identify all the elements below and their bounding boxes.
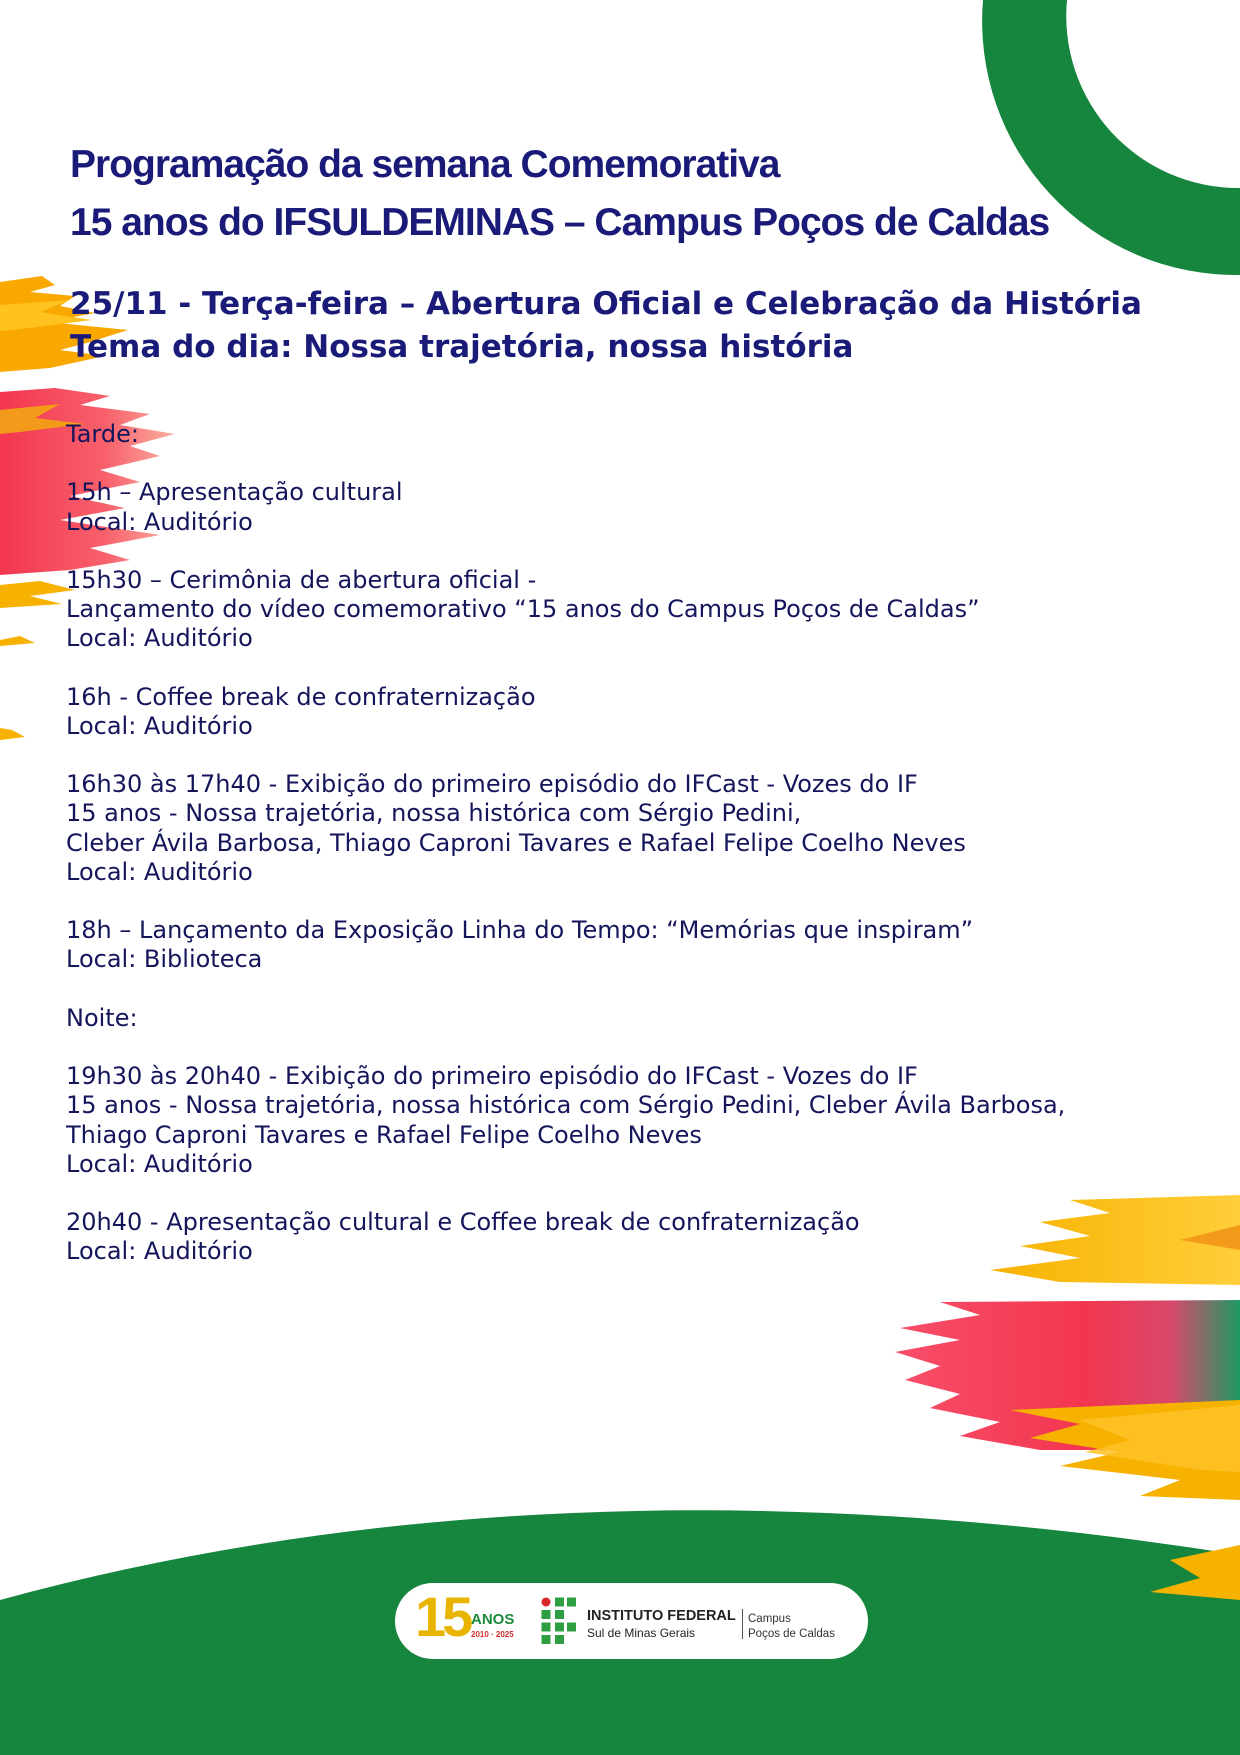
anniversary-logo (415, 1585, 530, 1651)
day-heading (70, 283, 1142, 369)
schedule-line: Thiago Caproni Tavares e Rafael Felipe Coelho Neves (66, 1120, 702, 1149)
block-spacer (66, 741, 1065, 770)
schedule-line: Noite: (66, 1003, 138, 1032)
campus-label: Campus (748, 1613, 791, 1625)
schedule-block (66, 683, 1065, 741)
schedule-line: Local: Auditório (66, 624, 253, 653)
title-line-2: 15 anos do IFSULDEMINAS – Campus Poços de Caldas (70, 201, 1050, 244)
schedule-block (66, 770, 1065, 887)
schedule-block (66, 420, 1065, 449)
schedule-line: Local: Biblioteca (66, 945, 263, 974)
schedule-line: 15 anos - Nossa trajetória, nossa histórica com Sérgio Pedini, (66, 799, 802, 828)
schedule-line: Lançamento do vídeo comemorativo “15 anos do Campus Poços de Caldas” (66, 595, 980, 624)
schedule-line: 16h - Coffee break de confraternização (66, 682, 536, 711)
schedule-line: 19h30 às 20h40 - Exibição do primeiro episódio do IFCast - Vozes do IF (66, 1062, 918, 1091)
block-spacer (66, 449, 1065, 478)
institution-name: INSTITUTO FEDERAL (587, 1608, 736, 1624)
schedule-line: 18h – Lançamento da Exposição Linha do Tempo: “Memórias que inspiram” (66, 916, 974, 945)
logo-divider (742, 1609, 743, 1639)
page-title (70, 136, 1049, 252)
block-spacer (66, 887, 1065, 916)
block-spacer (66, 1179, 1065, 1208)
block-spacer (66, 537, 1065, 566)
campus-name: Poços de Caldas (748, 1628, 835, 1640)
block-spacer (66, 975, 1065, 1004)
schedule-line: 20h40 - Apresentação cultural e Coffee break de confraternização (66, 1208, 860, 1237)
block-spacer (66, 654, 1065, 683)
anniversary-years: 2010 · 2025 (471, 1630, 514, 1639)
day-title: 25/11 - Terça-feira – Abertura Oficial e Celebração da História (70, 286, 1142, 322)
anniversary-number: 15 (415, 1585, 470, 1648)
schedule-line: Local: Auditório (66, 857, 253, 886)
schedule-block (66, 1004, 1065, 1033)
day-theme: Tema do dia: Nossa trajetória, nossa história (70, 329, 854, 365)
schedule-line: 15h30 – Cerimônia de abertura oficial - (66, 565, 537, 594)
schedule-line: Local: Auditório (66, 711, 253, 740)
schedule-block (66, 566, 1065, 654)
schedule-line: Local: Auditório (66, 1237, 253, 1266)
schedule-line: Local: Auditório (66, 1149, 253, 1178)
footer-logo-bar (395, 1583, 868, 1659)
title-line-1: Programação da semana Comemorativa (70, 143, 780, 186)
schedule-line: 15 anos - Nossa trajetória, nossa histórica com Sérgio Pedini, Cleber Ávila Barbosa, (66, 1091, 1066, 1120)
block-spacer (66, 1033, 1065, 1062)
schedule-block (66, 916, 1065, 974)
schedule-block (66, 1208, 1065, 1266)
schedule-line: Local: Auditório (66, 507, 253, 536)
anniversary-word: ANOS (471, 1611, 515, 1628)
schedule-line: Tarde: (66, 420, 139, 448)
schedule-block (66, 1062, 1065, 1179)
if-logo-icon (541, 1597, 581, 1647)
schedule-line: 16h30 às 17h40 - Exibição do primeiro episódio do IFCast - Vozes do IF (66, 770, 918, 799)
schedule-block (66, 478, 1065, 536)
institution-subtitle: Sul de Minas Gerais (587, 1626, 696, 1640)
schedule-line: Cleber Ávila Barbosa, Thiago Caproni Tavares e Rafael Felipe Coelho Neves (66, 828, 966, 857)
schedule-line: 15h – Apresentação cultural (66, 478, 403, 507)
schedule-list (66, 420, 1065, 1266)
